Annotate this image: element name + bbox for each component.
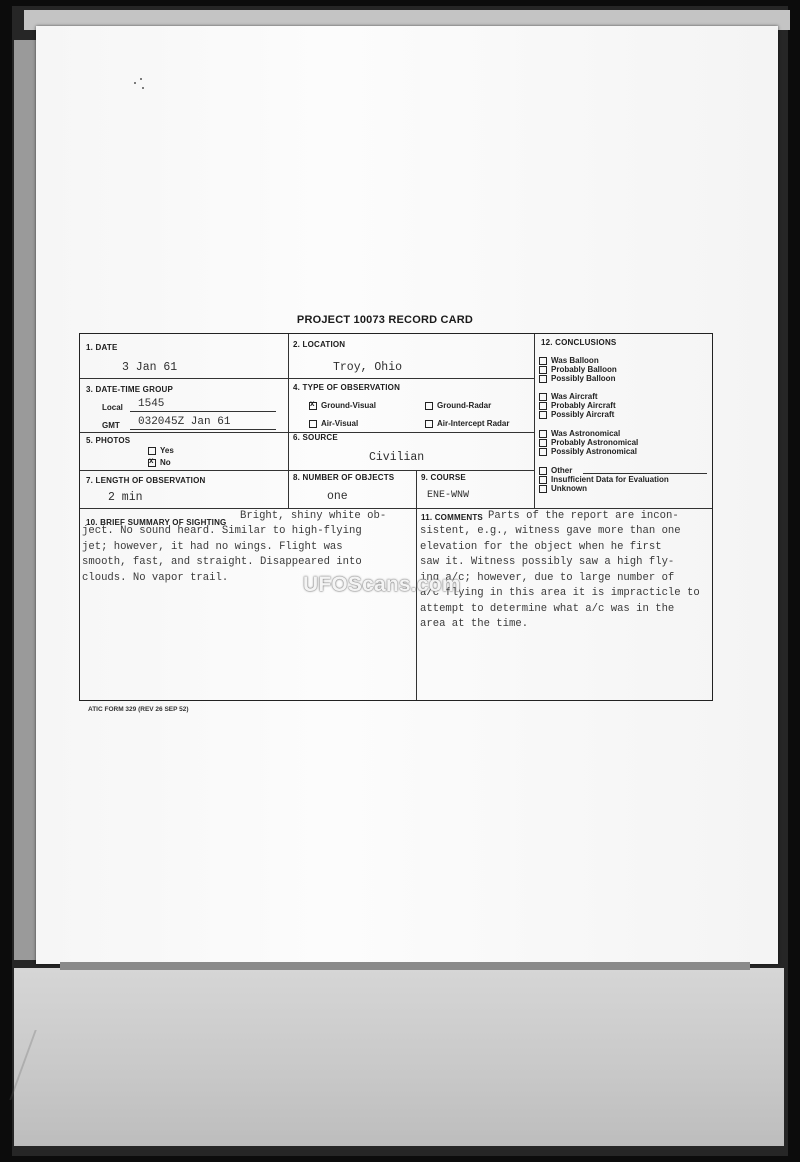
- air-intercept-radar-option: [425, 419, 509, 428]
- source-cell: [288, 432, 534, 470]
- summary-line-3: jet; however, it had no wings. Flight was: [82, 541, 343, 553]
- ground-radar-text: Ground-Radar: [437, 401, 492, 410]
- photos-no-checkbox: [148, 459, 156, 467]
- ground-radar-checkbox: [425, 402, 433, 410]
- observation-type-cell: [288, 378, 534, 432]
- gmt-time-value: 032045Z Jan 61: [138, 416, 231, 428]
- conclusion-unknown: [539, 484, 587, 493]
- was-aircraft-checkbox: [539, 393, 547, 401]
- ground-visual-text: Ground-Visual: [321, 401, 376, 410]
- location-cell: [288, 334, 534, 378]
- conclusion-probably-aircraft: [539, 401, 616, 410]
- watermark: UFOScans.com: [303, 573, 461, 596]
- other-checkbox: [539, 467, 547, 475]
- conclusion-was-aircraft: [539, 392, 598, 401]
- comments-line-5: ing a/c; however, due to large number of: [420, 572, 675, 584]
- date-time-group-cell: [80, 378, 288, 432]
- card-title: PROJECT 10073 RECORD CARD: [296, 314, 474, 326]
- air-intercept-radar-checkbox: [425, 420, 433, 428]
- was-astronomical-checkbox: [539, 430, 547, 438]
- photos-yes-text: Yes: [160, 446, 174, 455]
- location-value: Troy, Ohio: [333, 361, 403, 374]
- sheet-bottom-edge: [60, 962, 750, 970]
- probably-astronomical-text: Probably Astronomical: [551, 438, 639, 447]
- observation-type-label: 4. TYPE OF OBSERVATION: [293, 383, 401, 392]
- conclusion-insufficient-data: [539, 475, 669, 484]
- comments-line-8: area at the time.: [420, 618, 529, 630]
- conclusions-label: 12. CONCLUSIONS: [541, 338, 617, 347]
- location-label: 2. LOCATION: [293, 340, 346, 349]
- probably-aircraft-text: Probably Aircraft: [551, 401, 616, 410]
- photos-yes-option: [148, 446, 174, 455]
- gmt-label: GMT: [102, 421, 120, 430]
- conclusion-probably-balloon: [539, 365, 617, 374]
- summary-line-5: clouds. No vapor trail.: [82, 572, 229, 584]
- page-shadow-left: [14, 40, 36, 960]
- conclusions-cell: [534, 334, 712, 508]
- photos-label: 5. PHOTOS: [86, 436, 131, 445]
- insufficient-data-checkbox: [539, 476, 547, 484]
- air-intercept-radar-text: Air-Intercept Radar: [437, 419, 510, 428]
- ground-visual-checkbox: [309, 402, 317, 410]
- summary-label: 10. BRIEF SUMMARY OF SIGHTING: [86, 518, 227, 527]
- summary-line-2: ject. No sound heard. Similar to high-flying: [82, 525, 362, 537]
- comments-line-3: elevation for the object when he first: [420, 541, 662, 553]
- air-visual-checkbox: [309, 420, 317, 428]
- possibly-aircraft-checkbox: [539, 411, 547, 419]
- conclusion-was-balloon: [539, 356, 599, 365]
- conclusion-possibly-balloon: [539, 374, 615, 383]
- other-underline: [583, 473, 707, 474]
- unknown-text: Unknown: [551, 484, 587, 493]
- objects-cell: [288, 470, 416, 508]
- comments-line-2: sistent, e.g., witness gave more than one: [420, 525, 681, 537]
- probably-balloon-checkbox: [539, 366, 547, 374]
- other-text: Other: [551, 466, 573, 475]
- possibly-astronomical-checkbox: [539, 448, 547, 456]
- comments-line-1: Parts of the report are incon-: [488, 510, 679, 522]
- local-underline: [130, 411, 276, 412]
- local-label: Local: [102, 403, 123, 412]
- unknown-checkbox: [539, 485, 547, 493]
- date-time-group-label: 3. DATE-TIME GROUP: [86, 385, 174, 394]
- photos-no-option: [148, 458, 171, 467]
- comments-line-4: saw it. Witness possibly saw a high fly-: [420, 556, 675, 568]
- conclusion-possibly-aircraft: [539, 410, 614, 419]
- lower-backing-sheet: [14, 968, 784, 1146]
- conclusion-other: [539, 466, 572, 475]
- course-value: ENE-WNW: [427, 490, 470, 501]
- source-value: Civilian: [369, 451, 425, 464]
- summary-line-4: smooth, fast, and straight. Disappeared into: [82, 556, 362, 568]
- date-label: 1. DATE: [86, 343, 118, 352]
- ground-visual-option: [309, 401, 376, 410]
- objects-value: one: [327, 490, 348, 503]
- source-label: 6. SOURCE: [293, 433, 338, 442]
- local-time-value: 1545: [138, 398, 165, 410]
- dust-speck: [132, 78, 146, 92]
- length-value: 2 min: [108, 491, 143, 504]
- conclusion-possibly-astronomical: [539, 447, 637, 456]
- photos-cell: [80, 432, 288, 470]
- photos-no-text: No: [160, 458, 171, 467]
- form-id: ATIC FORM 329 (REV 26 SEP 52): [88, 706, 189, 713]
- length-label: 7. LENGTH OF OBSERVATION: [86, 476, 206, 485]
- possibly-balloon-checkbox: [539, 375, 547, 383]
- was-balloon-checkbox: [539, 357, 547, 365]
- summary-line-1: Bright, shiny white ob-: [240, 510, 387, 522]
- was-balloon-text: Was Balloon: [551, 356, 599, 365]
- insufficient-data-text: Insufficient Data for Evaluation: [551, 475, 669, 484]
- comments-line-7: attempt to determine what a/c was in the: [420, 603, 675, 615]
- length-cell: [80, 470, 288, 508]
- possibly-balloon-text: Possibly Balloon: [551, 374, 616, 383]
- was-aircraft-text: Was Aircraft: [551, 392, 598, 401]
- course-label: 9. COURSE: [421, 473, 466, 482]
- course-cell: [416, 470, 534, 508]
- ground-radar-option: [425, 401, 491, 410]
- air-visual-option: [309, 419, 358, 428]
- probably-balloon-text: Probably Balloon: [551, 365, 617, 374]
- air-visual-text: Air-Visual: [321, 419, 359, 428]
- possibly-astronomical-text: Possibly Astronomical: [551, 447, 637, 456]
- possibly-aircraft-text: Possibly Aircraft: [551, 410, 615, 419]
- date-cell: [80, 334, 288, 378]
- conclusion-was-astronomical: [539, 429, 620, 438]
- gmt-underline: [130, 429, 276, 430]
- comments-label: 11. COMMENTS: [421, 513, 483, 522]
- date-value: 3 Jan 61: [122, 361, 178, 374]
- photos-yes-checkbox: [148, 447, 156, 455]
- comments-line-6: a/c flying in this area it is impracticle to: [420, 587, 700, 599]
- probably-astronomical-checkbox: [539, 439, 547, 447]
- was-astronomical-text: Was Astronomical: [551, 429, 621, 438]
- conclusion-probably-astronomical: [539, 438, 638, 447]
- objects-label: 8. NUMBER OF OBJECTS: [293, 473, 395, 482]
- probably-aircraft-checkbox: [539, 402, 547, 410]
